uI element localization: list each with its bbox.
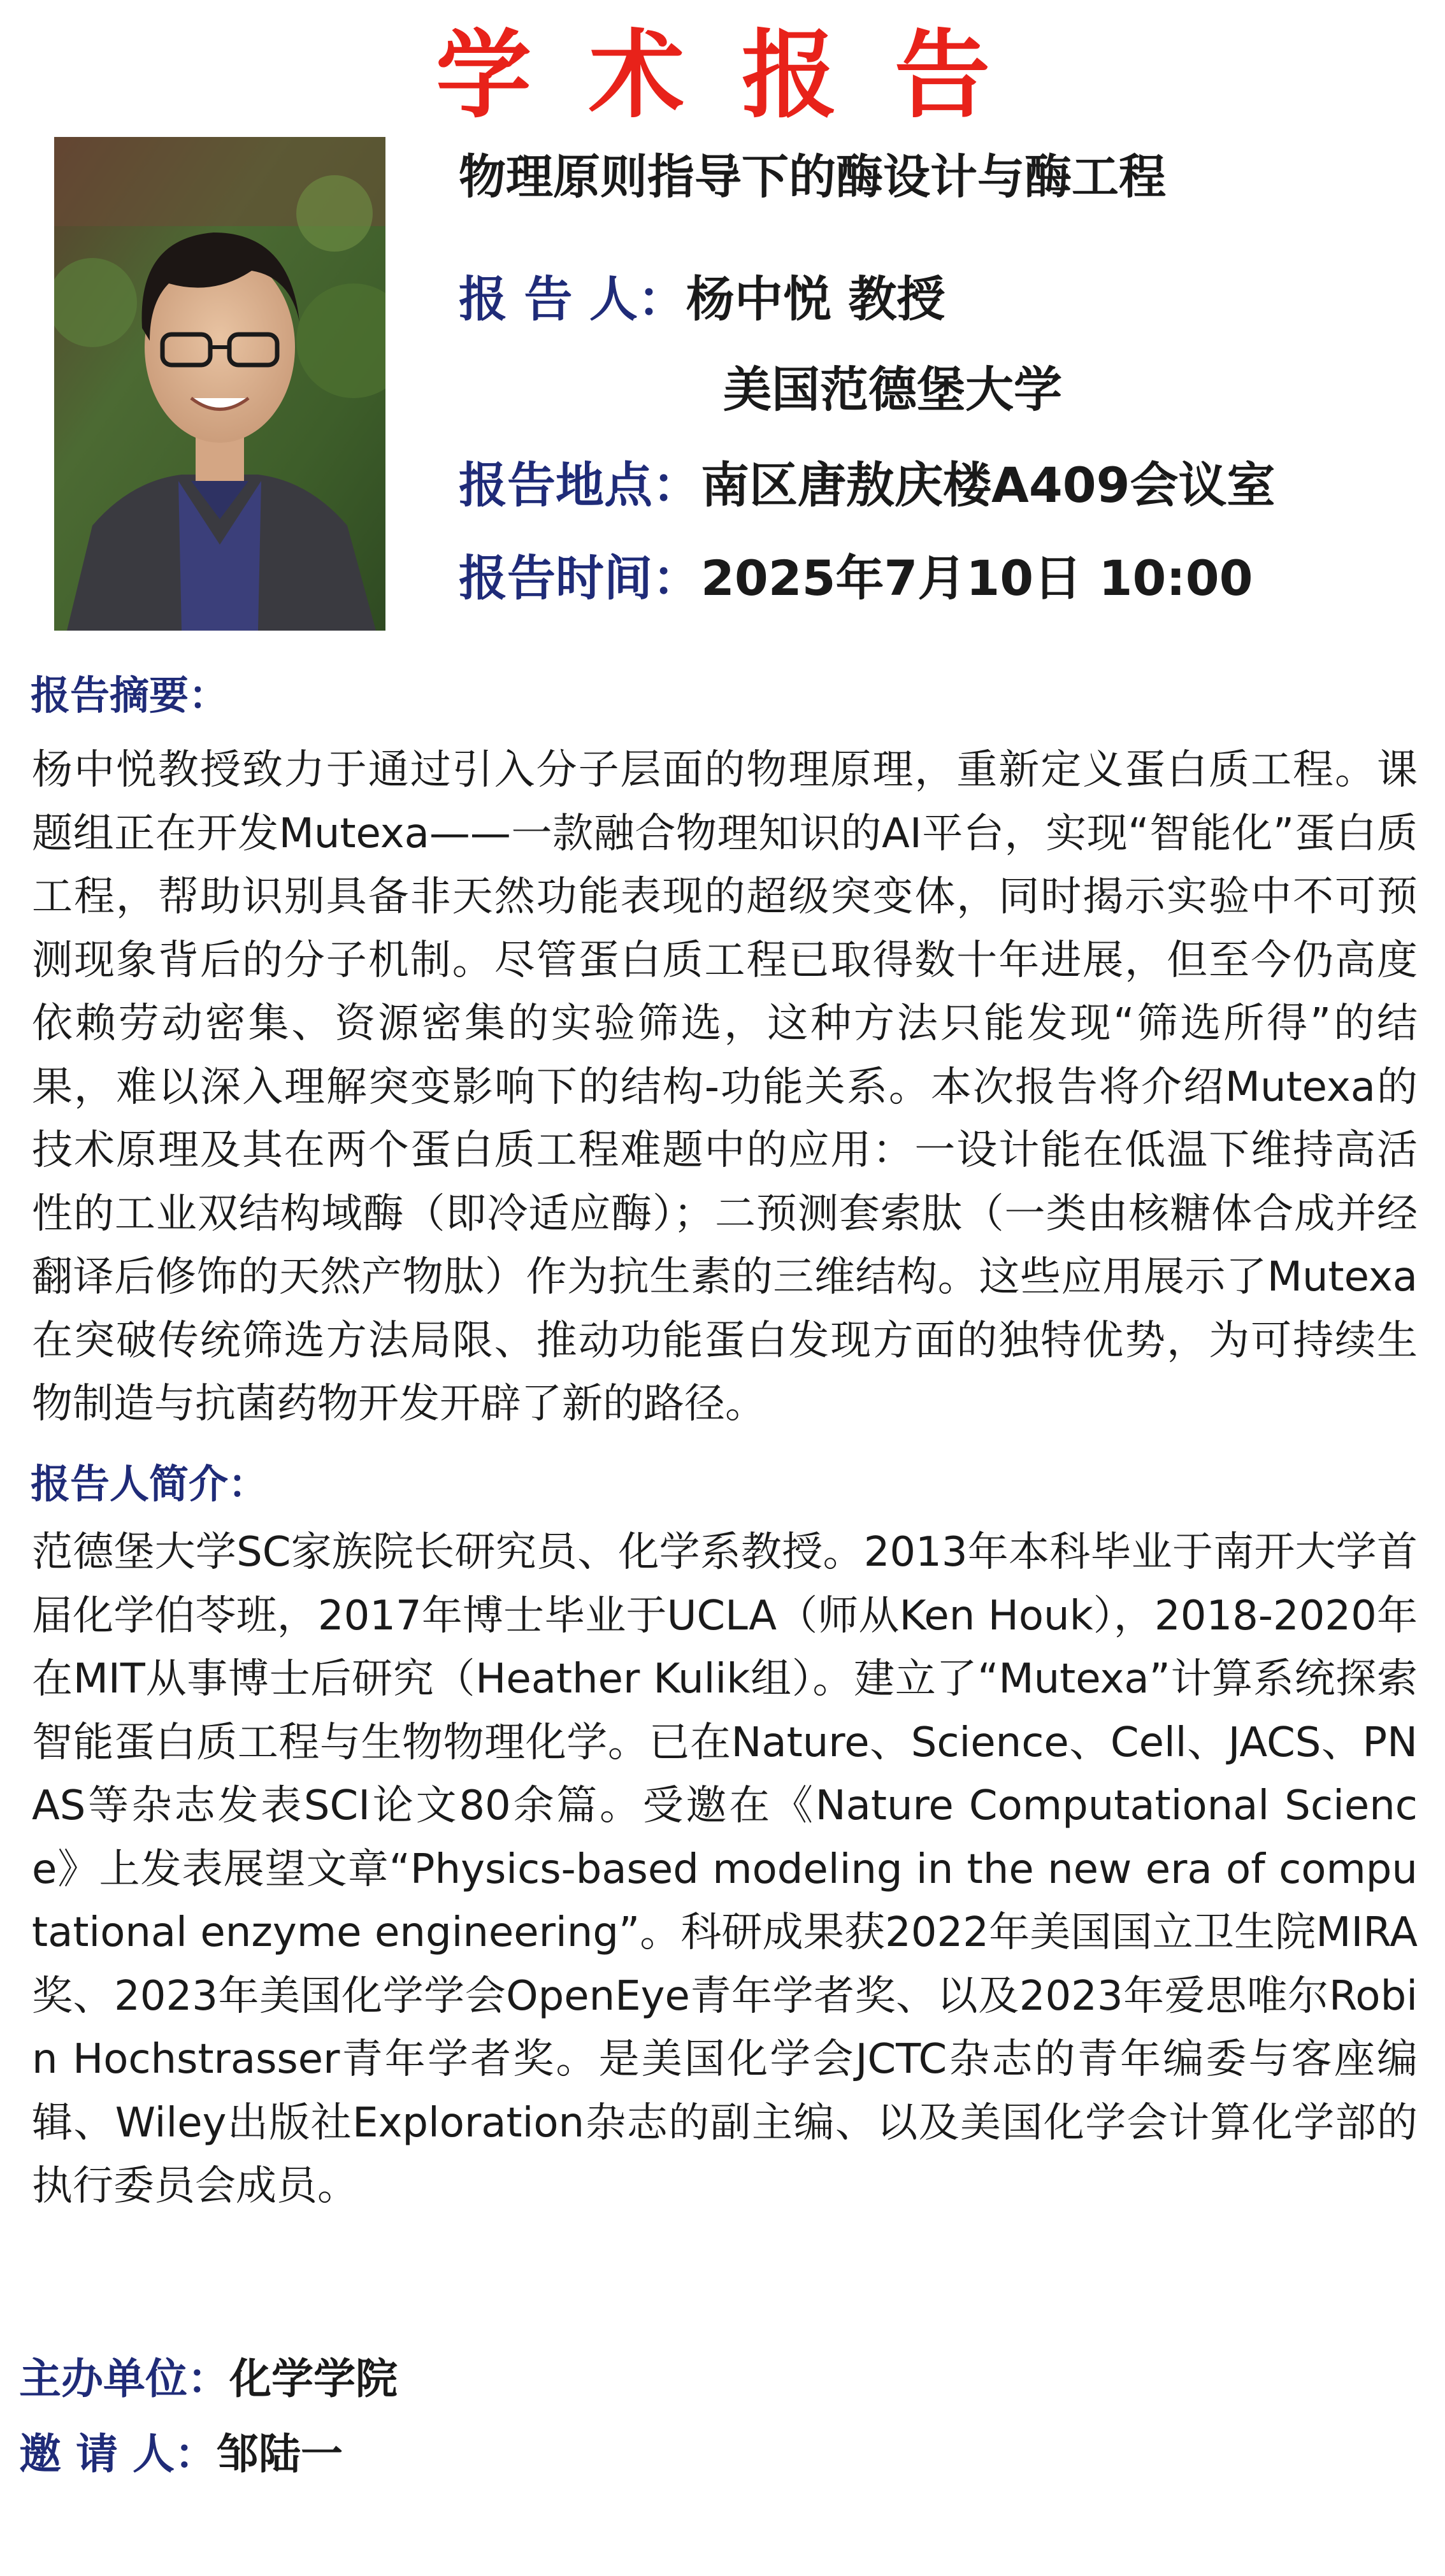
speaker-row <box>459 268 945 331</box>
abstract-text: 杨中悦教授致力于通过引入分子层面的物理原理，重新定义蛋白质工程。课题组正在开发Mutexa——一款融合物理知识的AI平台，实现“智能化”蛋白质工程，帮助识别具备非天然功能表现的超级突变体，同时揭示实验中不可预测现象背后的分子机制。尽管蛋白质工程已取得数十年进展，但至今仍高度依赖劳动密集、资源密集的实验筛选，这种方法只能发现“筛选所得”的结果，难以深入理解突变影响下的结构-功能关系。本次报告将介绍Mutexa的技术原理及其在两个蛋白质工程难题中的应用：一设计能在低温下维持高活性的工业双结构域酶（即冷适应酶）；二预测套索肽（一类由核糖体合成并经翻译后修饰的天然产物肽）作为抗生素的三维结构。这些应用展示了Mutexa在突破传统筛选方法局限、推动功能蛋白发现方面的独特优势，为可持续生物制造与抗菌药物开发开辟了新的路径。 <box>32 747 1418 1428</box>
speaker-name: 杨中悦 教授 <box>686 271 945 327</box>
place-row <box>459 454 1275 517</box>
inviter-value: 邹陆一 <box>216 2429 343 2479</box>
place-value: 南区唐敖庆楼A409会议室 <box>701 457 1276 513</box>
time-value: 2025年7月10日 10:00 <box>701 550 1253 606</box>
speaker-affiliation: 美国范德堡大学 <box>723 361 1062 418</box>
bio-heading: 报告人简介： <box>31 1461 268 1507</box>
inviter-row <box>19 2426 343 2483</box>
inviter-label: 邀 请 人： <box>19 2429 217 2479</box>
bio-text: 范德堡大学SC家族院长研究员、化学系教授。2013年本科毕业于南开大学首届化学伯苓班，2017年博士毕业于UCLA（师从Ken Houk），2018-2020年在MIT从事博士后研究（Heather Kulik组）。建立了“Mutexa”计算系统探索智能蛋白质工程与生物物理化学。已在Nature、Science、Cell、JACS、PNAS等杂志发表SCI论文80余篇。受邀在《Nature Computational Science》上发表展望文章“Physics-based modeling in the new era of computational enzyme engineering”。科研成果获2022年美国国立卫生院MIRA奖、2023年美国化学学会OpenEye青年学者奖、以及2023年爱思唯尔Robin Hochstrasser青年学者奖。是美国化学会JCTC杂志的青年编委与客座编辑、Wiley出版社Exploration杂志的副主编、以及美国化学会计算化学部的执行委员会成员。 <box>32 1529 1418 2210</box>
poster-title: 学术报告 <box>435 19 1047 131</box>
place-label: 报告地点： <box>459 457 701 513</box>
time-row <box>459 547 1253 610</box>
abstract-heading: 报告摘要： <box>31 672 229 719</box>
host-value: 化学学院 <box>229 2354 398 2403</box>
speaker-label: 报 告 人： <box>459 271 686 327</box>
host-label: 主办单位： <box>19 2354 229 2403</box>
speaker-photo <box>54 137 385 631</box>
talk-title: 物理原则指导下的酶设计与酶工程 <box>459 150 1166 204</box>
host-row <box>19 2351 398 2408</box>
time-label: 报告时间： <box>459 550 701 606</box>
